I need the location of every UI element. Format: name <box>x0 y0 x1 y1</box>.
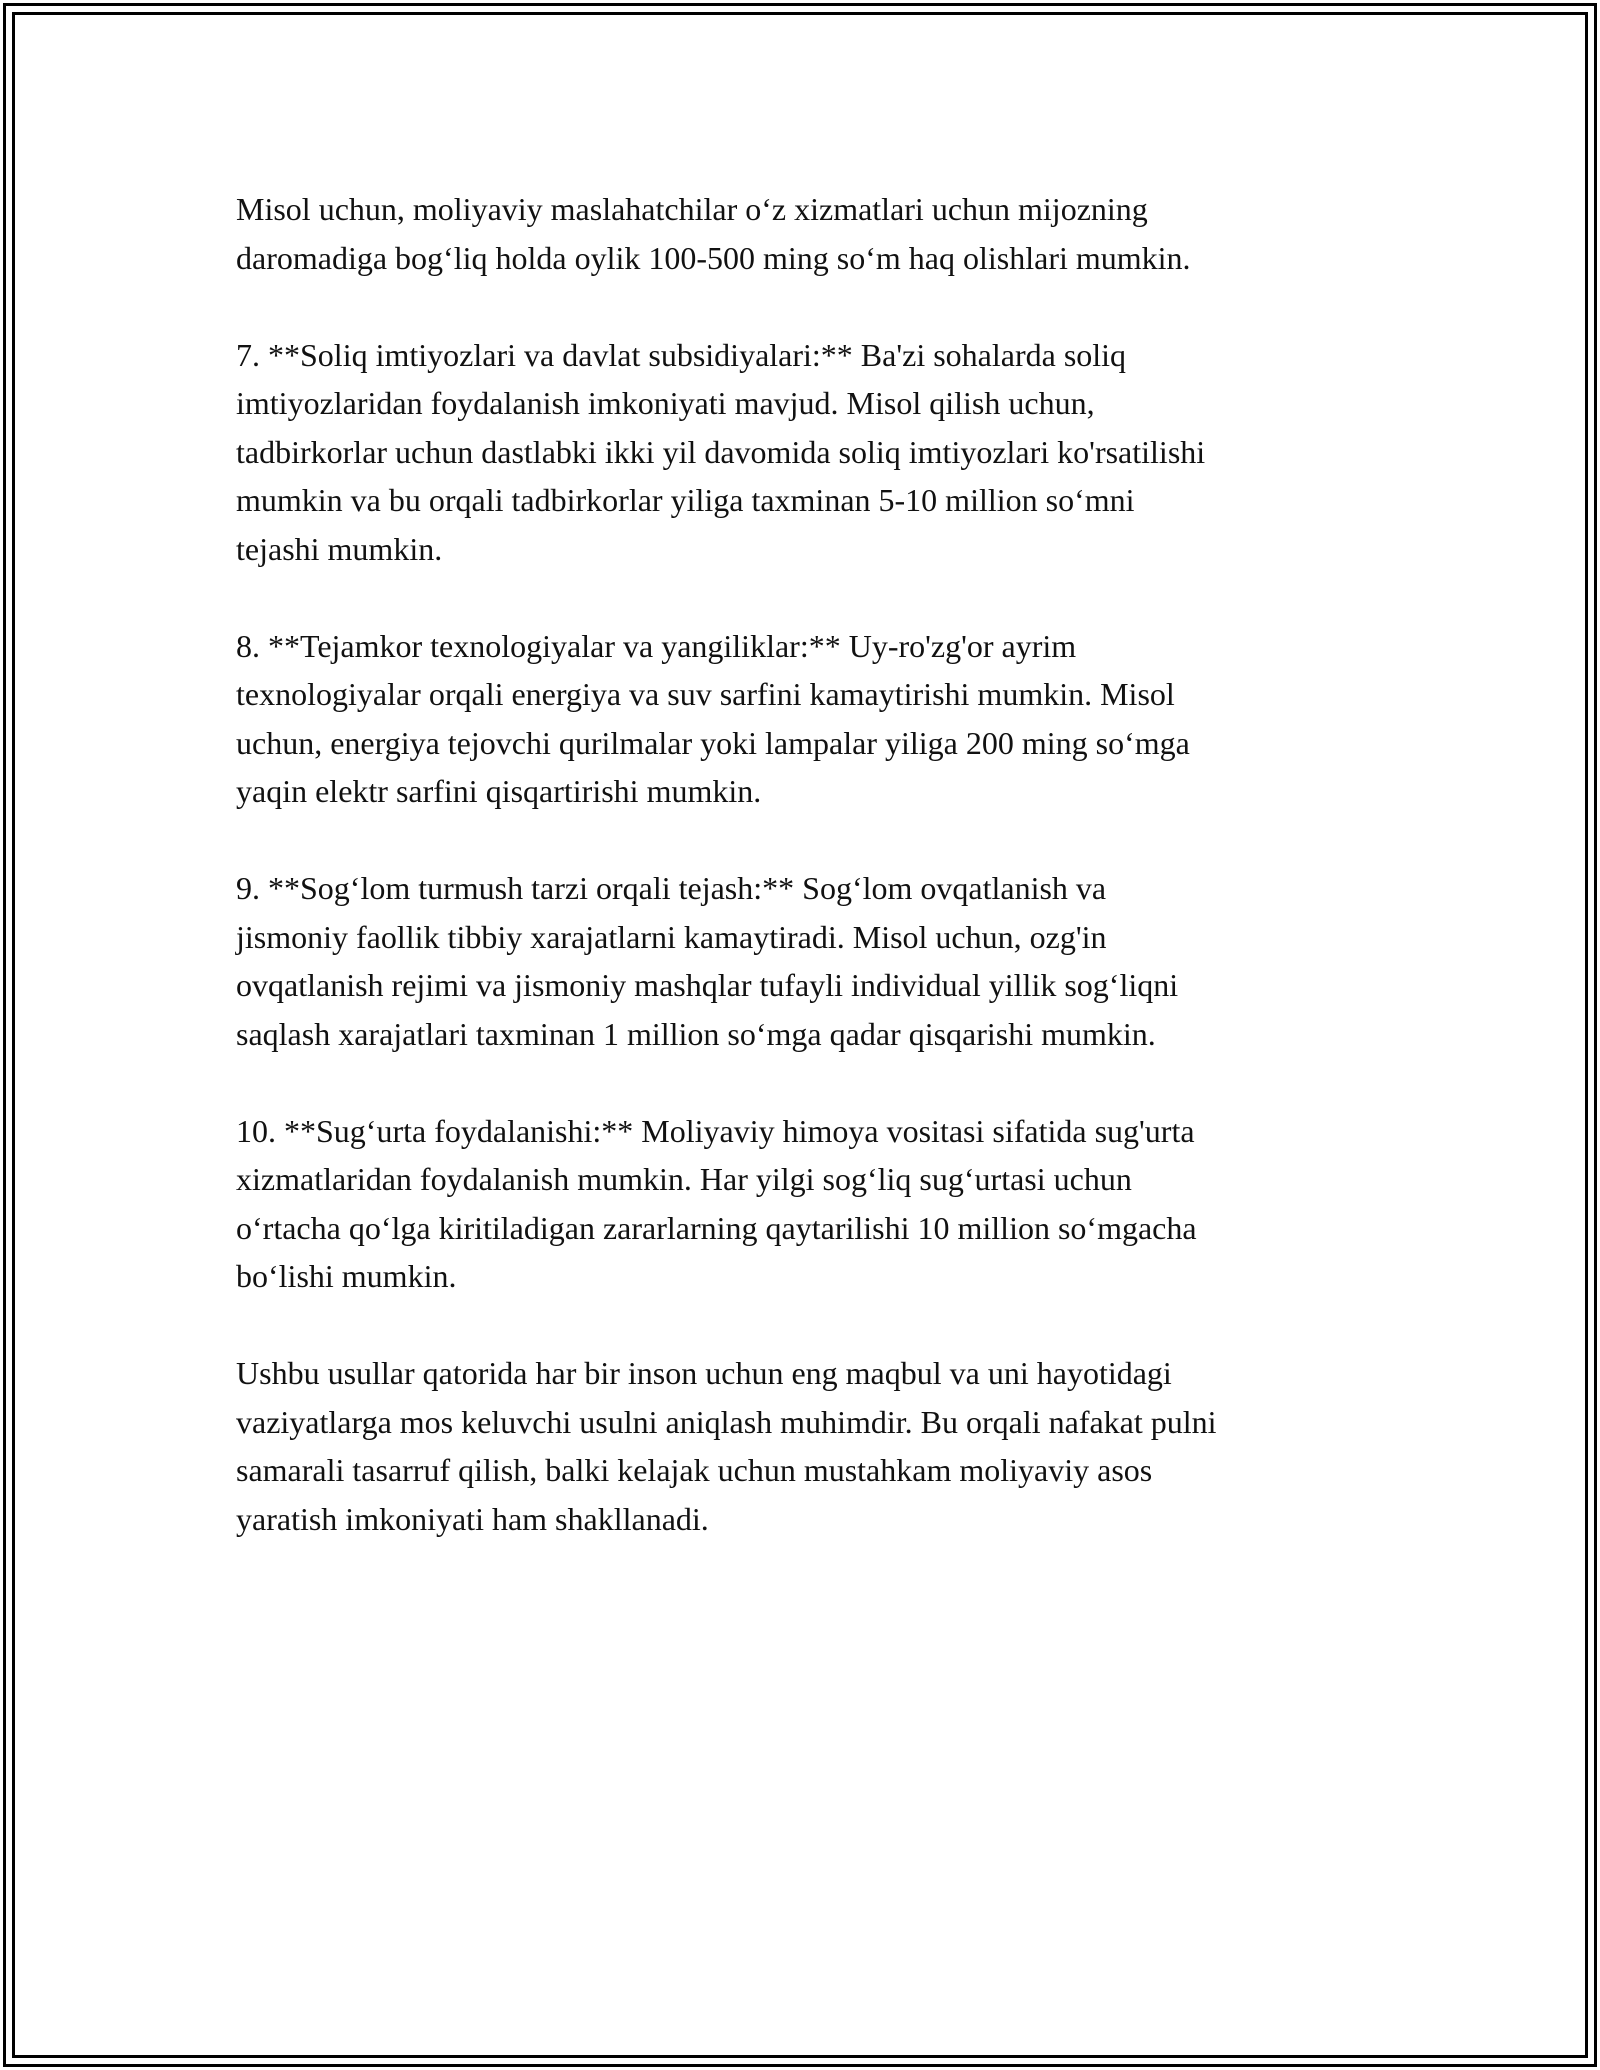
text-line: bo‘lishi mumkin. <box>236 1258 457 1294</box>
paragraph-item-9 <box>236 864 1386 1058</box>
text-line: yaqin elektr sarfini qisqartirishi mumkin. <box>236 773 762 809</box>
text-line: 8. **Tejamkor texnologiyalar va yangiliklar:** Uy-ro'zg'or ayrim <box>236 627 1077 664</box>
text-line: jismoniy faollik tibbiy xarajatlarni kamaytiradi. Misol uchun, ozg'in <box>236 918 1107 955</box>
text-line: saqlash xarajatlari taxminan 1 million so‘mga qadar qisqarishi mumkin. <box>236 1015 1156 1052</box>
text-line: uchun, energiya tejovchi qurilmalar yoki lampalar yiliga 200 ming so‘mga <box>236 724 1190 761</box>
paragraph-intro <box>236 185 1386 282</box>
paragraph-item-8 <box>236 622 1386 816</box>
text-line: tadbirkorlar uchun dastlabki ikki yil davomida soliq imtiyozlari ko'rsatilishi <box>236 433 1206 470</box>
paragraph-item-7 <box>236 331 1386 574</box>
text-line: ovqatlanish rejimi va jismoniy mashqlar tufayli individual yillik sog‘liqni <box>236 967 1179 1003</box>
document-body <box>236 185 1386 1592</box>
text-line: tejashi mumkin. <box>236 530 443 567</box>
text-line: texnologiyalar orqali energiya va suv sarfini kamaytirishi mumkin. Misol <box>236 676 1175 712</box>
text-line: Misol uchun, moliyaviy maslahatchilar o‘z xizmatlari uchun mijozning <box>236 191 1148 227</box>
text-line: daromadiga bog‘liq holda oylik 100-500 ming so‘m haq olishlari mumkin. <box>236 239 1191 276</box>
text-line: 10. **Sug‘urta foydalanishi:** Moliyaviy himoya vositasi sifatida sug'urta <box>236 1112 1195 1149</box>
paragraph-conclusion <box>236 1349 1386 1543</box>
text-line: o‘rtacha qo‘lga kiritiladigan zararlarning qaytarilishi 10 million so‘mgacha <box>236 1209 1197 1246</box>
text-line: samarali tasarruf qilish, balki kelajak uchun mustahkam moliyaviy asos <box>236 1452 1153 1488</box>
text-line: 7. **Soliq imtiyozlari va davlat subsidiyalari:** Ba'zi sohalarda soliq <box>236 336 1127 373</box>
text-line: imtiyozlaridan foydalanish imkoniyati mavjud. Misol qilish uchun, <box>236 385 1095 421</box>
text-line: vaziyatlarga mos keluvchi usulni aniqlash muhimdir. Bu orqali nafakat pulni <box>236 1403 1217 1440</box>
text-line: yaratish imkoniyati ham shakllanadi. <box>236 1500 709 1537</box>
text-line: Ushbu usullar qatorida har bir inson uchun eng maqbul va uni hayotidagi <box>236 1355 1172 1391</box>
text-line: mumkin va bu orqali tadbirkorlar yiliga taxminan 5-10 million so‘mni <box>236 482 1135 518</box>
text-line: 9. **Sog‘lom turmush tarzi orqali tejash:** Sog‘lom ovqatlanish va <box>236 870 1107 906</box>
text-line: xizmatlaridan foydalanish mumkin. Har yilgi sog‘liq sug‘urtasi uchun <box>236 1161 1132 1197</box>
paragraph-item-10 <box>236 1107 1386 1301</box>
